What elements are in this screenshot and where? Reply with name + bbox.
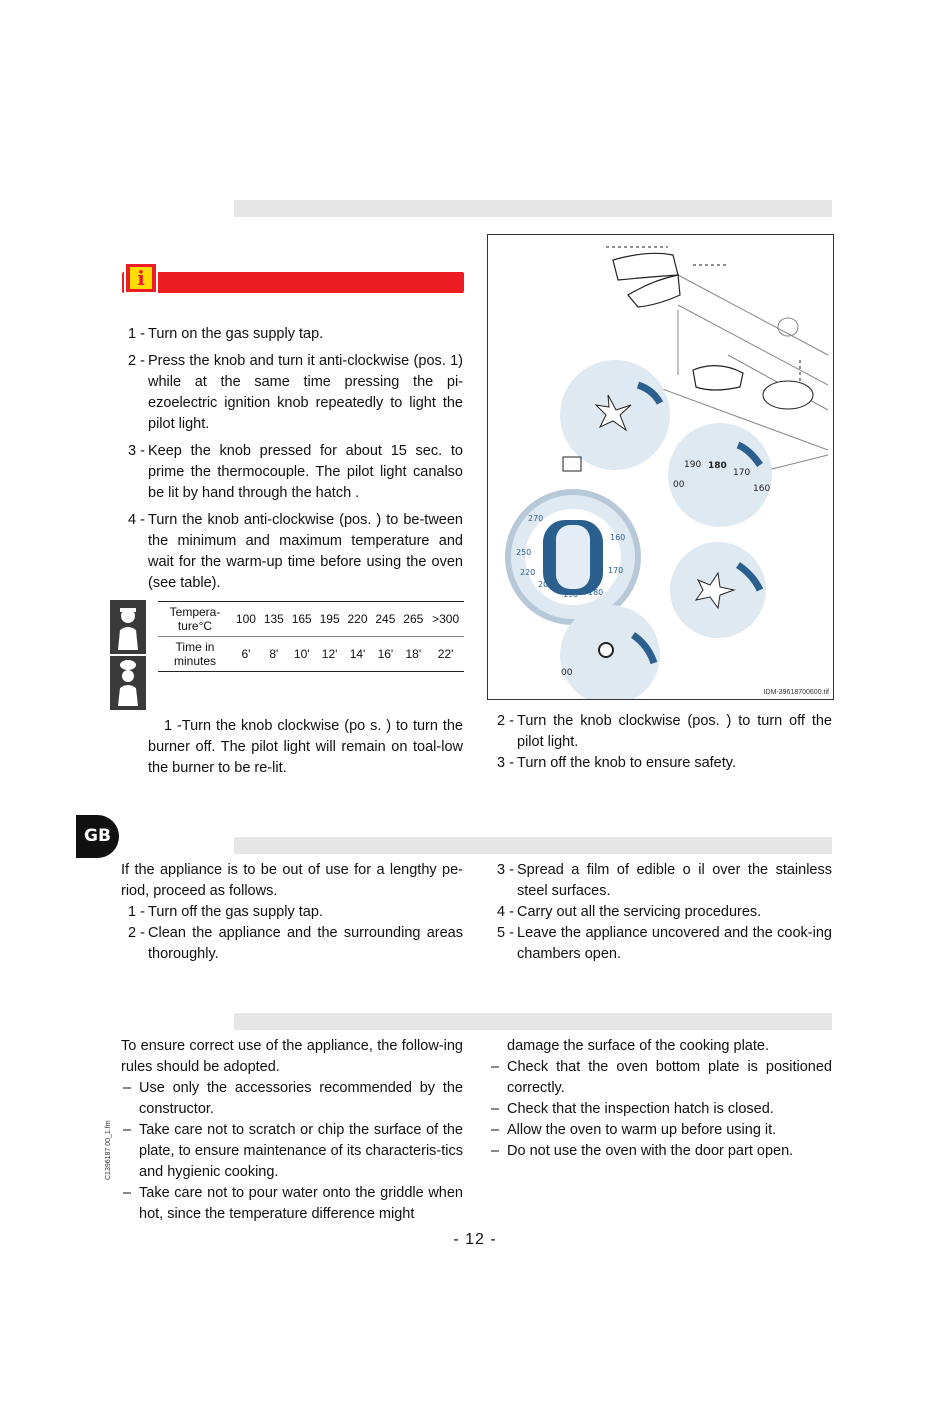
- idle-step-3: 3 - Spread a film of edible o il over the stainless steel surfaces.: [497, 862, 832, 899]
- zoom-label: 170: [733, 468, 751, 478]
- table-cell: 245: [371, 602, 399, 637]
- table-cell: 6': [232, 637, 260, 672]
- lighting-step-2: 2 - Press the knob and turn it anti-clockwise (pos. 1) while at the same time pressing the pi-ezoelectric ignition knob repeatedly to light the pilot light.: [128, 353, 463, 432]
- zoom-label: 00: [561, 668, 573, 678]
- dial-label: 270: [528, 514, 544, 523]
- file-code: C1396187 00_1.fm: [105, 1120, 112, 1180]
- table-cell: 10': [288, 637, 316, 672]
- table-cell: 165: [288, 602, 316, 637]
- operator-pictogram-icon: [110, 600, 146, 654]
- off-step-1: 1 -Turn the knob clockwise (po s. ) to turn the burner off. The pilot light will remain on toal-low the burner to be re-lit.: [148, 718, 463, 776]
- idle-step-4: 4 - Carry out all the servicing procedures.: [497, 904, 762, 920]
- idle-step-2: 2 - Clean the appliance and the surrounding areas thoroughly.: [128, 925, 463, 962]
- table-cell: 220: [344, 602, 372, 637]
- table-cell: 195: [316, 602, 344, 637]
- knob-illustration: [487, 234, 834, 700]
- use-rule-6: – Allow the oven to warm up before using it.: [491, 1122, 777, 1138]
- off-steps-left: [148, 716, 463, 779]
- use-rule-4: – Check that the oven bottom plate is positioned correctly.: [491, 1059, 832, 1096]
- figure-id: IDM-39618700600.tif: [763, 689, 829, 696]
- table-row: [158, 602, 464, 637]
- use-intro: To ensure correct use of the appliance, the follow-ing rules should be adopted.: [121, 1038, 463, 1075]
- cook-pictogram-icon: [110, 656, 146, 710]
- use-rule-7: – Do not use the oven with the door part open.: [491, 1143, 794, 1159]
- table-cell: 100: [232, 602, 260, 637]
- section-header-bar-idle: [234, 837, 832, 854]
- section-header-bar-lighting: [234, 200, 832, 217]
- lighting-steps: [128, 324, 463, 600]
- table-cell: 8': [260, 637, 288, 672]
- idle-step-1: 1 - Turn off the gas supply tap.: [128, 904, 323, 920]
- table-cell: 18': [399, 637, 427, 672]
- table-cell: 265: [399, 602, 427, 637]
- lighting-step-3: 3 - Keep the knob pressed for about 15 sec. to prime the thermocouple. The pilot light canalso be lit by hand through the hatch .: [128, 443, 463, 501]
- info-icon: i: [124, 262, 158, 294]
- page-number: - 12 -: [453, 1231, 497, 1248]
- use-rule-2: – Take care not to scratch or chip the surface of the plate, to ensure maintenance of its characteris-tics and hygienic cooking.: [123, 1122, 463, 1180]
- use-rule-5: – Check that the inspection hatch is closed.: [491, 1101, 774, 1117]
- dial-label: 200: [538, 580, 554, 589]
- table-cell: 135: [260, 602, 288, 637]
- off-steps-right: [497, 711, 832, 780]
- table-row-label: Tempera-ture°C: [158, 602, 232, 637]
- table-cell: 12': [316, 637, 344, 672]
- table-cell: 16': [371, 637, 399, 672]
- use-rule-1: – Use only the accessories recommended by the constructor.: [123, 1080, 463, 1117]
- off-step-2: 2 - Turn the knob clockwise (pos. ) to turn off the pilot light.: [497, 713, 832, 750]
- dial-label: 220: [520, 568, 536, 577]
- idle-left: [121, 860, 463, 971]
- use-continuation: damage the surface of the cooking plate.: [507, 1038, 769, 1054]
- dial-label: 190: [563, 590, 579, 599]
- zoom-label: 00: [673, 480, 685, 490]
- idle-right: [497, 860, 832, 965]
- zoom-label: 190: [684, 460, 702, 470]
- zoom-label: 160: [753, 484, 771, 494]
- use-rule-3: – Take care not to pour water onto the griddle when hot, since the temperature difference might: [123, 1185, 463, 1222]
- dial-label: 180: [588, 588, 604, 597]
- table-cell: >300: [427, 602, 464, 637]
- table-row: [158, 637, 464, 672]
- warmup-table: [158, 601, 464, 672]
- section-header-bar-use: [234, 1013, 832, 1030]
- table-cell: 14': [344, 637, 372, 672]
- dial-label: 170: [608, 566, 624, 575]
- use-left: [121, 1036, 463, 1225]
- lighting-step-1: 1 - Turn on the gas supply tap.: [128, 326, 324, 342]
- info-banner: [122, 272, 464, 293]
- dial-label: 250: [516, 548, 532, 557]
- zoom-label: 180: [708, 461, 727, 471]
- table-row-label: Time in minutes: [158, 637, 232, 672]
- knob-diagram-svg: [488, 235, 833, 699]
- table-cell: 22': [427, 637, 464, 672]
- use-right: [489, 1036, 832, 1162]
- idle-intro: If the appliance is to be out of use for a lengthy pe-riod, proceed as follows.: [121, 862, 463, 899]
- off-step-3: 3 - Turn off the knob to ensure safety.: [497, 755, 736, 771]
- dial-label: 160: [610, 533, 626, 542]
- language-tab: GB: [76, 815, 119, 858]
- idle-step-5: 5 - Leave the appliance uncovered and the cook-ing chambers open.: [497, 925, 832, 962]
- lighting-step-4: 4 - Turn the knob anti-clockwise (pos. ) to be-tween the minimum and maximum temperature and wait for the warm-up time before using the oven (see table).: [128, 512, 463, 591]
